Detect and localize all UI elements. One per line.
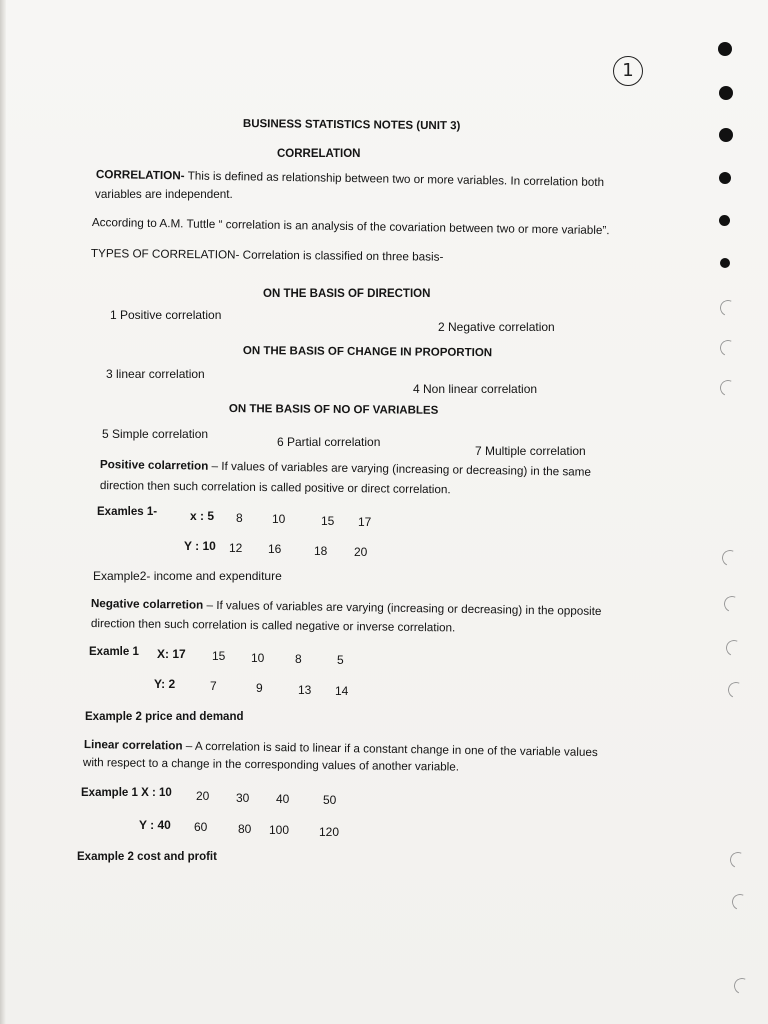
positive-definition-line-2: direction then such correlation is called positive or direct correlation. xyxy=(99,479,451,497)
type-multiple: 7 Multiple correlation xyxy=(475,444,586,458)
negative-y-value: 9 xyxy=(256,681,263,695)
positive-x-label: x : 5 xyxy=(190,509,215,523)
positive-x-value: 10 xyxy=(272,512,286,526)
type-partial: 6 Partial correlation xyxy=(277,435,381,449)
positive-y-value: 16 xyxy=(268,542,282,556)
binder-ring-mark xyxy=(730,892,751,913)
binder-ring-mark xyxy=(726,680,747,701)
negative-example1-label: Examle 1 xyxy=(89,646,139,658)
binder-ring-mark xyxy=(718,298,739,319)
linear-x-value: 20 xyxy=(196,789,210,803)
binder-hole xyxy=(720,258,730,268)
positive-y-value: 20 xyxy=(354,545,368,559)
linear-definition-line-2: with respect to a change in the corresponding values of another variable. xyxy=(82,756,460,774)
negative-definition-line-1 xyxy=(91,597,602,619)
positive-y-label: Y : 10 xyxy=(184,539,216,553)
type-non-linear: 4 Non linear correlation xyxy=(413,382,538,396)
negative-label: Negative colarretion xyxy=(90,597,204,612)
heading-basis-proportion: ON THE BASIS OF CHANGE IN PROPORTION xyxy=(242,344,493,360)
linear-example2: Example 2 cost and profit xyxy=(77,851,217,863)
negative-y-value: 14 xyxy=(335,684,349,698)
negative-x-value: 10 xyxy=(251,651,265,665)
linear-y-value: 80 xyxy=(238,822,252,836)
positive-example2-text: Example2- income and expenditure xyxy=(93,569,282,583)
definition-label: CORRELATION- xyxy=(95,168,185,183)
binder-hole xyxy=(719,215,730,226)
linear-example1-label: Example 1 X : 10 xyxy=(81,787,172,799)
linear-text: – A correlation is said to linear if a constant change in one of the variable values xyxy=(182,739,598,760)
negative-x-value: 15 xyxy=(212,649,226,663)
binder-hole xyxy=(719,128,733,142)
binder-ring-mark xyxy=(728,850,749,871)
linear-y-label: Y : 40 xyxy=(139,818,171,832)
heading-basis-variables: ON THE BASIS OF NO OF VARIABLES xyxy=(228,402,439,417)
negative-x-label: X: 17 xyxy=(157,647,186,661)
page-number-circle: 1 xyxy=(613,56,643,86)
types-intro: TYPES OF CORRELATION- Correlation is classified on three basis- xyxy=(90,247,444,264)
positive-x-value: 15 xyxy=(321,514,335,528)
positive-y-value: 12 xyxy=(229,541,243,555)
negative-y-label: Y: 2 xyxy=(154,677,176,691)
positive-text: – If values of variables are varying (increasing or decreasing) in the same xyxy=(208,459,592,479)
negative-y-value: 13 xyxy=(298,683,312,697)
binder-hole xyxy=(719,172,731,184)
negative-y-value: 7 xyxy=(210,679,217,693)
type-linear: 3 linear correlation xyxy=(106,367,205,381)
document-title: BUSINESS STATISTICS NOTES (UNIT 3) xyxy=(242,117,461,133)
linear-x-value: 50 xyxy=(323,793,337,807)
linear-label: Linear correlation xyxy=(83,738,183,753)
linear-x-value: 40 xyxy=(276,792,290,806)
definition-text: This is defined as relationship between two or more variables. In correlation both xyxy=(184,169,605,189)
positive-definition-line-1 xyxy=(100,458,591,480)
binder-ring-mark xyxy=(720,548,741,569)
definition-line-2: variables are independent. xyxy=(95,188,233,201)
binder-hole xyxy=(719,86,733,100)
page-edge-shadow xyxy=(0,0,6,1024)
binder-ring-mark xyxy=(732,976,753,997)
positive-example1-label: Examles 1- xyxy=(97,506,158,518)
binder-ring-mark xyxy=(718,378,739,399)
type-simple: 5 Simple correlation xyxy=(102,427,209,441)
heading-basis-direction: ON THE BASIS OF DIRECTION xyxy=(263,288,431,300)
definition-line-1 xyxy=(96,168,604,190)
type-negative: 2 Negative correlation xyxy=(438,320,555,334)
negative-x-value: 5 xyxy=(337,653,344,667)
type-positive: 1 Positive correlation xyxy=(110,308,222,322)
binder-ring-mark xyxy=(724,638,745,659)
linear-x-value: 30 xyxy=(236,791,250,805)
negative-example2: Example 2 price and demand xyxy=(85,711,244,723)
tuttle-quote: According to A.M. Tuttle “ correlation is an analysis of the covariation between two or more variable”. xyxy=(91,216,610,238)
linear-y-value: 60 xyxy=(194,820,208,834)
positive-x-value: 17 xyxy=(358,515,372,529)
positive-label: Positive colarretion xyxy=(99,458,209,473)
document-subtitle: CORRELATION xyxy=(277,148,361,160)
negative-text: – If values of variables are varying (increasing or decreasing) in the opposite xyxy=(203,598,602,619)
binder-ring-mark xyxy=(718,338,739,359)
negative-definition-line-2: direction then such correlation is called negative or inverse correlation. xyxy=(90,617,456,635)
binder-ring-mark xyxy=(722,594,743,615)
binder-hole xyxy=(718,42,732,56)
positive-y-value: 18 xyxy=(314,544,328,558)
positive-example2 xyxy=(93,569,282,583)
linear-y-value: 120 xyxy=(319,825,340,839)
positive-x-value: 8 xyxy=(236,511,243,525)
negative-x-value: 8 xyxy=(295,652,302,666)
linear-y-value: 100 xyxy=(269,823,290,837)
